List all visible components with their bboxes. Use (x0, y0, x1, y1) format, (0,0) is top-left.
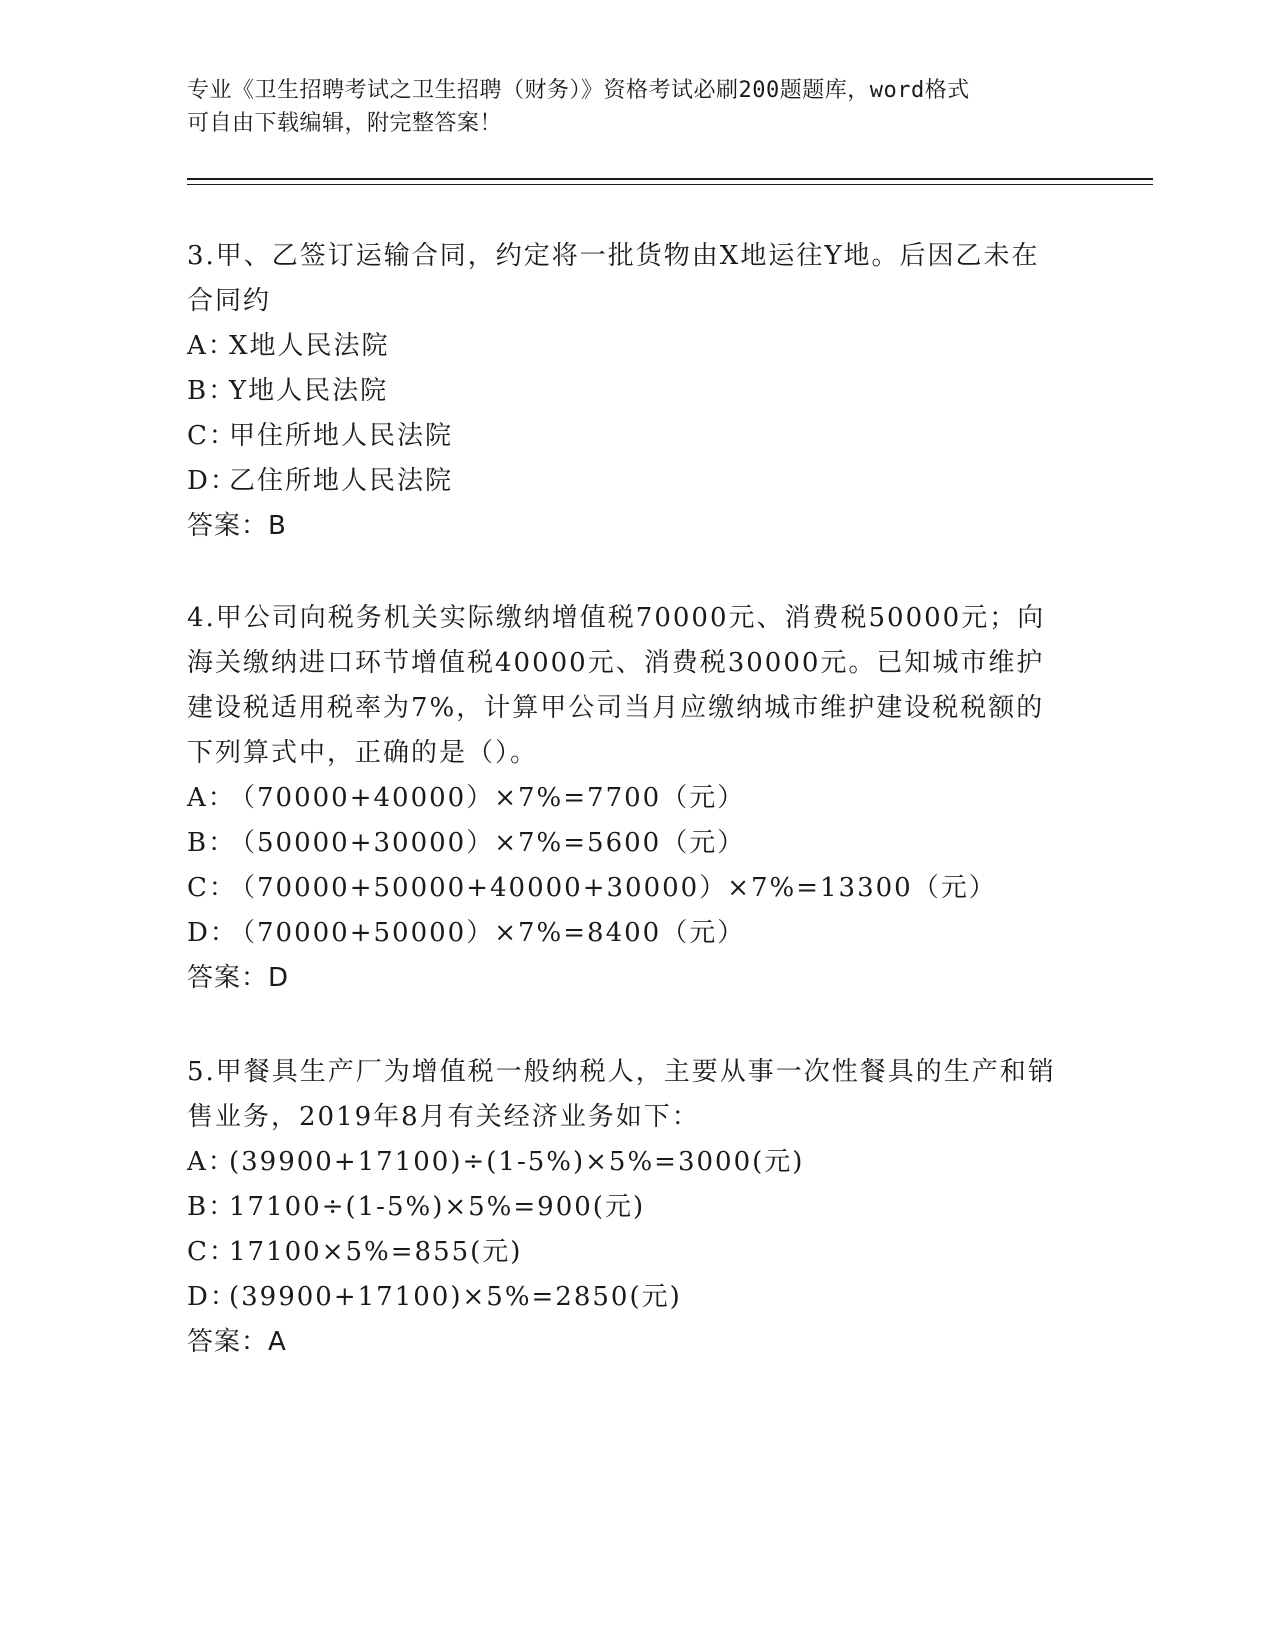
option-text: 17100÷(1-5%)×5%=900(元) (229, 1192, 646, 1222)
option-text: (39900+17100)÷(1-5%)×5%=3000(元) (229, 1147, 805, 1177)
option-text: X地人民法院 (229, 331, 390, 361)
header-divider-thick (187, 178, 1153, 180)
option-text: 17100×5%=855(元) (229, 1237, 523, 1267)
option-text: （70000+40000）×7%=7700（元） (229, 783, 746, 813)
option-b (187, 369, 1067, 414)
option-a (187, 1140, 1067, 1185)
option-c (187, 414, 1067, 459)
header-title-line1: 专业《卫生招聘考试之卫生招聘（财务）》资格考试必刷200题题库，word格式 (187, 78, 970, 103)
option-c (187, 1230, 1067, 1275)
header-divider-thin (187, 184, 1153, 185)
question-stem: 4.甲公司向税务机关实际缴纳增值税70000元、消费税50000元；向海关缴纳进口环节增值税40000元、消费税30000元。已知城市维护建设税适用税率为7%，计算甲公司当月应缴纳城市维护建设税税额的下列算式中，正确的是（）。 (187, 603, 1046, 768)
option-key: B： (187, 376, 237, 406)
option-key: A： (187, 331, 236, 361)
question-block (187, 234, 1067, 549)
option-d (187, 1275, 1067, 1320)
option-c (187, 866, 1067, 911)
answer-line: 答案：B (187, 511, 287, 541)
option-text: （70000+50000）×7%=8400（元） (229, 918, 746, 948)
option-key: D： (187, 466, 238, 496)
option-key: B： (187, 828, 237, 858)
option-b (187, 821, 1067, 866)
option-key: C： (187, 873, 237, 903)
document-header (187, 74, 1067, 140)
option-text: 乙住所地人民法院 (229, 466, 454, 496)
answer-line: 答案：A (187, 1327, 287, 1357)
question-stem: 5.甲餐具生产厂为增值税一般纳税人，主要从事一次性餐具的生产和销售业务，2019年8月有关经济业务如下： (187, 1057, 1056, 1132)
header-title-line2: 可自由下载编辑，附完整答案！ (187, 111, 503, 136)
question-stem: 3.甲、乙签订运输合同，约定将一批货物由X地运往Y地。后因乙未在合同约 (187, 241, 1040, 316)
option-key: D： (187, 918, 238, 948)
option-text: Y地人民法院 (229, 376, 389, 406)
option-text: （50000+30000）×7%=5600（元） (229, 828, 746, 858)
question-block (187, 1050, 1067, 1365)
option-key: D： (187, 1282, 238, 1312)
option-key: C： (187, 1237, 237, 1267)
option-d (187, 911, 1067, 956)
option-d (187, 459, 1067, 504)
option-key: A： (187, 1147, 236, 1177)
option-key: C： (187, 421, 237, 451)
option-key: B： (187, 1192, 237, 1222)
option-text: (39900+17100)×5%=2850(元) (229, 1282, 682, 1312)
answer-line: 答案：D (187, 963, 290, 993)
option-b (187, 1185, 1067, 1230)
option-a (187, 324, 1067, 369)
option-a (187, 776, 1067, 821)
option-text: 甲住所地人民法院 (229, 421, 454, 451)
option-key: A： (187, 783, 236, 813)
option-text: （70000+50000+40000+30000）×7%=13300（元） (229, 873, 997, 903)
question-block (187, 596, 1067, 1001)
